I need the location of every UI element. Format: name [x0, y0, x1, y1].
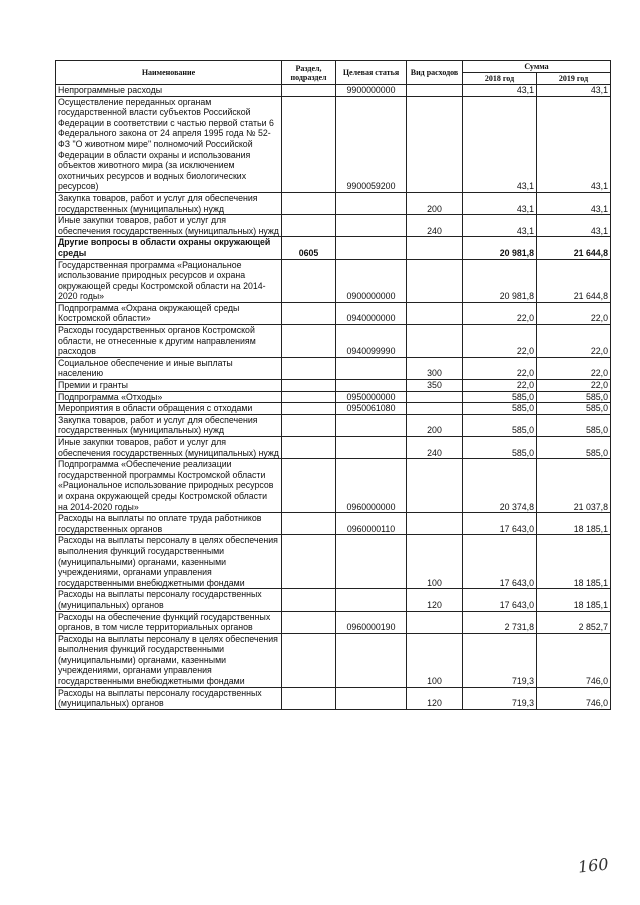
cell-2018: 17 643,0	[463, 535, 537, 589]
cell-section	[282, 259, 336, 302]
cell-name: Непрограммные расходы	[56, 85, 282, 97]
cell-kind	[407, 513, 463, 535]
cell-target	[336, 215, 407, 237]
cell-section	[282, 611, 336, 633]
header-target: Целевая статья	[336, 61, 407, 85]
cell-target: 9900000000	[336, 85, 407, 97]
cell-target: 0960000000	[336, 459, 407, 513]
table-row	[56, 357, 611, 379]
cell-kind: 120	[407, 687, 463, 709]
cell-kind	[407, 85, 463, 97]
cell-name: Иные закупки товаров, работ и услуг для обеспечения государственных (муниципальных) нужд	[56, 437, 282, 459]
cell-target	[336, 437, 407, 459]
cell-target: 9900059200	[336, 96, 407, 192]
cell-name: Расходы на выплаты персоналу в целях обеспечения выполнения функций государственными (муниципальными) органами, казенными учреждениями, органами управления государственными внебюджетными фондами	[56, 633, 282, 687]
cell-kind	[407, 325, 463, 358]
cell-2019: 22,0	[537, 325, 611, 358]
cell-2018: 2 731,8	[463, 611, 537, 633]
cell-2019: 18 185,1	[537, 589, 611, 611]
header-sum: Сумма	[463, 61, 611, 73]
cell-name: Другие вопросы в области охраны окружающей среды	[56, 237, 282, 259]
cell-section	[282, 633, 336, 687]
cell-2019: 22,0	[537, 357, 611, 379]
table-row	[56, 259, 611, 302]
cell-target	[336, 192, 407, 214]
cell-section	[282, 215, 336, 237]
cell-2019: 22,0	[537, 302, 611, 324]
cell-name: Закупка товаров, работ и услуг для обеспечения государственных (муниципальных) нужд	[56, 192, 282, 214]
cell-2019: 585,0	[537, 403, 611, 415]
table-row	[56, 192, 611, 214]
table-body	[56, 85, 611, 710]
cell-kind: 240	[407, 437, 463, 459]
table-row	[56, 589, 611, 611]
cell-target	[336, 633, 407, 687]
table-header	[56, 61, 611, 85]
cell-2018: 22,0	[463, 357, 537, 379]
cell-2019: 585,0	[537, 437, 611, 459]
header-year-2018: 2018 год	[463, 73, 537, 85]
cell-target	[336, 535, 407, 589]
cell-2019: 22,0	[537, 380, 611, 392]
table-row	[56, 96, 611, 192]
cell-target: 0960000190	[336, 611, 407, 633]
cell-2019: 21 644,8	[537, 259, 611, 302]
cell-section	[282, 589, 336, 611]
header-name: Наименование	[56, 61, 282, 85]
cell-name: Социальное обеспечение и иные выплаты населению	[56, 357, 282, 379]
cell-2019: 18 185,1	[537, 513, 611, 535]
cell-2019: 746,0	[537, 633, 611, 687]
cell-2018: 43,1	[463, 192, 537, 214]
cell-name: Закупка товаров, работ и услуг для обеспечения государственных (муниципальных) нужд	[56, 414, 282, 436]
cell-name: Расходы государственных органов Костромской области, не отнесенные к другим направлениям расходов	[56, 325, 282, 358]
cell-2018: 22,0	[463, 302, 537, 324]
cell-kind	[407, 611, 463, 633]
cell-2019: 43,1	[537, 192, 611, 214]
cell-2018: 17 643,0	[463, 589, 537, 611]
table-row	[56, 535, 611, 589]
cell-target: 0940099990	[336, 325, 407, 358]
cell-kind: 120	[407, 589, 463, 611]
cell-target: 0950000000	[336, 391, 407, 403]
cell-kind	[407, 237, 463, 259]
cell-target	[336, 687, 407, 709]
table-row	[56, 215, 611, 237]
cell-kind: 300	[407, 357, 463, 379]
cell-2019: 585,0	[537, 391, 611, 403]
cell-2018: 43,1	[463, 215, 537, 237]
cell-name: Расходы на выплаты по оплате труда работников государственных органов	[56, 513, 282, 535]
cell-target: 0900000000	[336, 259, 407, 302]
table-row	[56, 513, 611, 535]
table-row	[56, 302, 611, 324]
cell-2019: 43,1	[537, 215, 611, 237]
page-number: 160	[577, 854, 610, 877]
cell-kind: 100	[407, 633, 463, 687]
table-row	[56, 85, 611, 97]
cell-target	[336, 414, 407, 436]
cell-2018: 719,3	[463, 633, 537, 687]
cell-2018: 585,0	[463, 391, 537, 403]
cell-2018: 22,0	[463, 380, 537, 392]
table-row	[56, 414, 611, 436]
cell-section	[282, 414, 336, 436]
cell-section: 0605	[282, 237, 336, 259]
cell-section	[282, 437, 336, 459]
header-year-2019: 2019 год	[537, 73, 611, 85]
cell-name: Мероприятия в области обращения с отходами	[56, 403, 282, 415]
cell-kind: 200	[407, 414, 463, 436]
table-row	[56, 391, 611, 403]
cell-2019: 21 644,8	[537, 237, 611, 259]
cell-section	[282, 380, 336, 392]
cell-name: Расходы на выплаты персоналу государственных (муниципальных) органов	[56, 687, 282, 709]
header-kind: Вид расходов	[407, 61, 463, 85]
table-row	[56, 380, 611, 392]
cell-target	[336, 589, 407, 611]
cell-name: Государственная программа «Рациональное использование природных ресурсов и охрана окружающей среды Костромской области на 2014-2020 годы»	[56, 259, 282, 302]
cell-2018: 43,1	[463, 85, 537, 97]
cell-section	[282, 357, 336, 379]
header-section: Раздел, подраздел	[282, 61, 336, 85]
cell-name: Подпрограмма «Отходы»	[56, 391, 282, 403]
cell-section	[282, 535, 336, 589]
cell-section	[282, 325, 336, 358]
cell-name: Подпрограмма «Охрана окружающей среды Костромской области»	[56, 302, 282, 324]
cell-2018: 17 643,0	[463, 513, 537, 535]
cell-2018: 20 981,8	[463, 259, 537, 302]
cell-target	[336, 237, 407, 259]
cell-section	[282, 96, 336, 192]
cell-2019: 585,0	[537, 414, 611, 436]
cell-kind: 200	[407, 192, 463, 214]
table-row	[56, 237, 611, 259]
cell-2018: 585,0	[463, 437, 537, 459]
cell-kind	[407, 259, 463, 302]
cell-2018: 585,0	[463, 414, 537, 436]
cell-name: Осуществление переданных органам государственной власти субъектов Российской Федерации в соответствии с частью первой статьи 6 Федерального закона от 24 апреля 1995 года № 52-ФЗ "О животном мире" полномочий Российской Федерации в области охраны и использования объектов животного мира (за исключением охотничьих ресурсов и водных биологических ресурсов)	[56, 96, 282, 192]
cell-kind: 350	[407, 380, 463, 392]
table-row	[56, 403, 611, 415]
cell-2019: 43,1	[537, 85, 611, 97]
cell-kind	[407, 391, 463, 403]
cell-kind	[407, 96, 463, 192]
cell-2018: 719,3	[463, 687, 537, 709]
cell-section	[282, 687, 336, 709]
cell-name: Расходы на выплаты персоналу в целях обеспечения выполнения функций государственными (муниципальными) органами, казенными учреждениями, органами управления государственными внебюджетными фондами	[56, 535, 282, 589]
cell-kind	[407, 302, 463, 324]
cell-section	[282, 302, 336, 324]
cell-2019: 43,1	[537, 96, 611, 192]
table-row	[56, 687, 611, 709]
cell-name: Расходы на обеспечение функций государственных органов, в том числе территориальных органов	[56, 611, 282, 633]
cell-kind	[407, 459, 463, 513]
cell-section	[282, 459, 336, 513]
cell-2019: 18 185,1	[537, 535, 611, 589]
cell-2018: 585,0	[463, 403, 537, 415]
table-row	[56, 459, 611, 513]
cell-target	[336, 380, 407, 392]
cell-section	[282, 192, 336, 214]
table-row	[56, 325, 611, 358]
cell-target	[336, 357, 407, 379]
budget-sheet	[55, 60, 610, 710]
budget-table	[55, 60, 611, 710]
cell-kind	[407, 403, 463, 415]
cell-2018: 43,1	[463, 96, 537, 192]
cell-2018: 20 374,8	[463, 459, 537, 513]
cell-kind: 240	[407, 215, 463, 237]
cell-target: 0960000110	[336, 513, 407, 535]
cell-name: Расходы на выплаты персоналу государственных (муниципальных) органов	[56, 589, 282, 611]
cell-kind: 100	[407, 535, 463, 589]
cell-section	[282, 513, 336, 535]
cell-2019: 21 037,8	[537, 459, 611, 513]
cell-target: 0950061080	[336, 403, 407, 415]
table-row	[56, 633, 611, 687]
cell-name: Иные закупки товаров, работ и услуг для обеспечения государственных (муниципальных) нужд	[56, 215, 282, 237]
cell-section	[282, 391, 336, 403]
table-row	[56, 611, 611, 633]
cell-name: Премии и гранты	[56, 380, 282, 392]
cell-section	[282, 403, 336, 415]
cell-target: 0940000000	[336, 302, 407, 324]
cell-2018: 22,0	[463, 325, 537, 358]
table-row	[56, 437, 611, 459]
cell-section	[282, 85, 336, 97]
cell-2018: 20 981,8	[463, 237, 537, 259]
cell-name: Подпрограмма «Обеспечение реализации государственной программы Костромской области «Рациональное использование природных ресурсов и охрана окружающей среды Костромской области на 2014-2020 годы»	[56, 459, 282, 513]
cell-2019: 746,0	[537, 687, 611, 709]
cell-2019: 2 852,7	[537, 611, 611, 633]
